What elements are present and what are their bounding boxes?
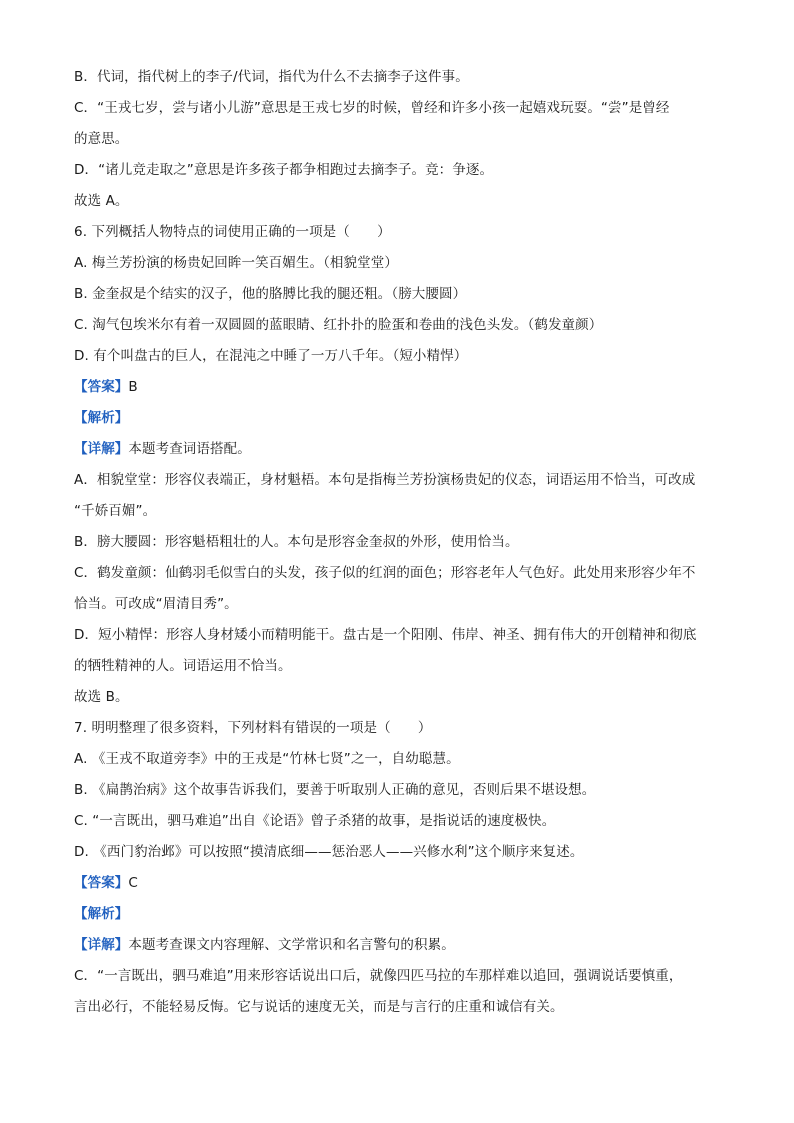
text-line: 言出必行，不能轻易反悔。它与说话的速度无关，而是与言行的庄重和诚信有关。 bbox=[74, 999, 564, 1015]
detail-tag: 【详解】 bbox=[74, 937, 129, 953]
detail-text: 本题考查课文内容理解、文学常识和名言警句的积累。 bbox=[128, 937, 455, 953]
question-6-analysis bbox=[74, 403, 720, 434]
document-page bbox=[74, 62, 720, 1023]
text-line: C．鹤发童颜：仙鹤羽毛似雪白的头发，孩子似的红润的面色；形容老年人气色好。此处用来形容少年不 bbox=[74, 565, 696, 581]
text-line: “千娇百媚”。 bbox=[74, 503, 157, 519]
detail-text: 本题考查词语搭配。 bbox=[128, 441, 251, 457]
text-line: A．相貌堂堂：形容仪表端正，身材魁梧。本句是指梅兰芳扮演杨贵妃的仪态，词语运用不恰当，可改成 bbox=[74, 472, 696, 488]
text-line: D．短小精悍：形容人身材矮小而精明能干。盘古是一个阳刚、伟岸、神圣、拥有伟大的开创精神和彻底 bbox=[74, 627, 697, 643]
question-6-option-d: D. 有个叫盘古的巨人，在混沌之中睡了一万八千年。（短小精悍） bbox=[74, 348, 468, 364]
question-7-option-a: A. 《王戎不取道旁李》中的王戎是“竹林七贤”之一，自幼聪慧。 bbox=[74, 751, 460, 767]
question-7-option-d: D. 《西门豹治邺》可以按照“摸清底细——惩治恶人——兴修水利”这个顺序来复述。 bbox=[74, 844, 584, 860]
text-line: 恰当。可改成“眉清目秀”。 bbox=[74, 596, 238, 612]
analysis-tag: 【解析】 bbox=[74, 410, 129, 426]
answer-tag: 【答案】 bbox=[74, 379, 129, 395]
answer-value: C bbox=[128, 875, 138, 891]
question-6-stem: 6. 下列概括人物特点的词使用正确的一项是（ ） bbox=[74, 224, 391, 240]
question-6-option-c: C. 淘气包埃米尔有着一双圆圆的蓝眼睛、红扑扑的脸蛋和卷曲的浅色头发。（鹤发童颜） bbox=[74, 317, 603, 333]
text-line: 故选 A。 bbox=[74, 193, 129, 209]
question-7-answer bbox=[74, 868, 720, 899]
question-6-detail bbox=[74, 434, 720, 465]
text-line: C．“王戎七岁，尝与诸小儿游”意思是王戎七岁的时候，曾经和许多小孩一起嬉戏玩耍。“尝”是曾经 bbox=[74, 100, 670, 116]
detail-tag: 【详解】 bbox=[74, 441, 129, 457]
question-7-option-b: B. 《扁鹊治病》这个故事告诉我们，要善于听取别人正确的意见，否则后果不堪设想。 bbox=[74, 782, 596, 798]
question-6-option-b: B. 金奎叔是个结实的汉子，他的胳膊比我的腿还粗。（膀大腰圆） bbox=[74, 286, 467, 302]
question-7-stem: 7. 明明整理了很多资料，下列材料有错误的一项是（ ） bbox=[74, 720, 432, 736]
question-6-answer bbox=[74, 372, 720, 403]
answer-tag: 【答案】 bbox=[74, 875, 129, 891]
question-7-detail bbox=[74, 930, 720, 961]
question-6-option-a: A. 梅兰芳扮演的杨贵妃回眸一笑百媚生。（相貌堂堂） bbox=[74, 255, 398, 271]
analysis-tag: 【解析】 bbox=[74, 906, 129, 922]
question-7-analysis bbox=[74, 899, 720, 930]
question-7-option-c: C. “一言既出，驷马难追”出自《论语》曾子杀猪的故事，是指说话的速度极快。 bbox=[74, 813, 556, 829]
text-line: B．代词，指代树上的李子/代词，指代为什么不去摘李子这件事。 bbox=[74, 69, 469, 85]
answer-value: B bbox=[128, 379, 138, 395]
text-line: D．“诸儿竞走取之”意思是许多孩子都争相跑过去摘李子。竞：争逐。 bbox=[74, 162, 494, 178]
text-line: 的牺牲精神的人。词语运用不恰当。 bbox=[74, 658, 292, 674]
text-line: C．“一言既出，驷马难追”用来形容话说出口后，就像四匹马拉的车那样难以追回，强调说话要慎重， bbox=[74, 968, 683, 984]
text-line: 故选 B。 bbox=[74, 689, 129, 705]
text-line: B．膀大腰圆：形容魁梧粗壮的人。本句是形容金奎叔的外形，使用恰当。 bbox=[74, 534, 519, 550]
text-line: 的意思。 bbox=[74, 131, 129, 147]
